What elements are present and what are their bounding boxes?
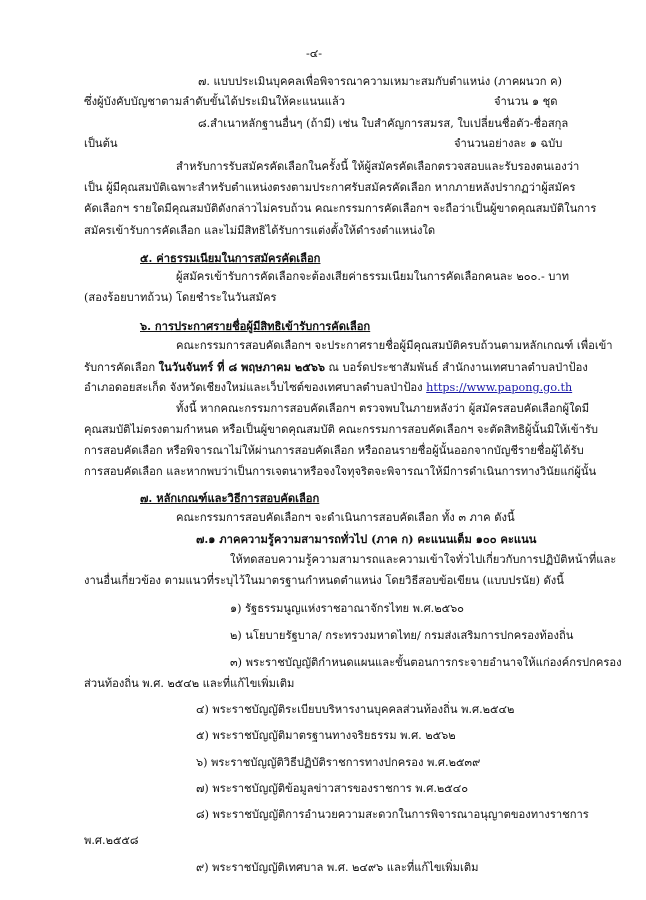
section6-line2-post: ณ บอร์ดประชาสัมพันธ์ สำนักงานเทศบาลตำบลป่าป้อง <box>324 361 588 374</box>
website-link[interactable]: https://www.papong.go.th <box>426 381 573 394</box>
list-item: ๑) รัฐธรรมนูญแห่งราชอาณาจักรไทย พ.ศ.๒๕๖๐ <box>230 602 465 615</box>
intro-para-line1: สำหรับการรับสมัครคัดเลือกในครั้งนี้ ให้ผู้สมัครคัดเลือกตรวจสอบและรับรองตนเองว่า <box>176 160 580 173</box>
item7-line1: ๗. แบบประเมินบุคคลเพื่อพิจารณาความเหมาะสมกับตำแหน่ง (ภาคผนวก ค) <box>198 75 562 88</box>
item7-line2-right: จำนวน ๑ ชุด <box>494 95 558 108</box>
section6-line2-pre: รับการคัดเลือก <box>84 361 159 374</box>
section6-line5: คุณสมบัติไม่ตรงตามกำหนด หรือเป็นผู้ขาดคุณสมบัติ คณะกรรมการสอบคัดเลือกฯ จะตัดสิทธิผู้นั้นมิให้เข้ารับ <box>84 423 598 436</box>
section6-line1: คณะกรรมการสอบคัดเลือกฯ จะประกาศรายชื่อผู้มีคุณสมบัติครบถ้วนตามหลักเกณฑ์ เพื่อเข้า <box>176 339 613 352</box>
list-item: ๒) นโยบายรัฐบาล/ กระทรวงมหาดไทย/ กรมส่งเสริมการปกครองท้องถิ่น <box>230 629 574 642</box>
section7-line3: งานอื่นเกี่ยวข้อง ตามแนวที่ระบุไว้ในมาตรฐานกำหนดตำแหน่ง โดยวิธีสอบข้อเขียน (แบบปรนัย) ดังนี้ <box>84 574 564 587</box>
list-item: ๓) พระราชบัญญัติกำหนดแผนและขั้นตอนการกระจายอำนาจให้แก่องค์กรปกครอง <box>230 656 622 669</box>
announcement-date: ในวันจันทร์ ที่ ๘ พฤษภาคม ๒๕๖๖ <box>158 360 325 374</box>
section5-line2: (สองร้อยบาทถ้วน) โดยชำระในวันสมัคร <box>84 291 277 304</box>
list-item: ๖) พระราชบัญญัติวิธีปฏิบัติราชการทางปกครอง พ.ศ.๒๕๓๙ <box>196 756 481 769</box>
list-item: ๕) พระราชบัญญัติมาตรฐานทางจริยธรรม พ.ศ. ๒๕๖๒ <box>196 729 456 742</box>
intro-para-line3: คัดเลือกฯ รายใดมีคุณสมบัติดังกล่าวไม่ครบถ้วน คณะกรรมการคัดเลือกฯ จะถือว่าเป็นผู้ขาดคุณสมบัติในการ <box>84 202 597 215</box>
section6-heading: ๖. การประกาศรายชื่อผู้มีสิทธิเข้ารับการคัดเลือก <box>140 319 371 333</box>
list-item: ๔) พระราชบัญญัติระเบียบบริหารงานบุคคลส่วนท้องถิ่น พ.ศ.๒๕๔๒ <box>196 703 515 716</box>
item8-line2-left: เป็นต้น <box>84 137 118 150</box>
section7-heading: ๗. หลักเกณฑ์และวิธีการสอบคัดเลือก <box>140 491 320 505</box>
intro-para-line4: สมัครเข้ารับการคัดเลือก และไม่มีสิทธิได้รับการแต่งตั้งให้ดำรงตำแหน่งใด <box>84 224 436 237</box>
section6-line4: ทั้งนี้ หากคณะกรรมการสอบคัดเลือกฯ ตรวจพบในภายหลังว่า ผู้สมัครสอบคัดเลือกผู้ใดมี <box>176 402 590 415</box>
page-number: -๔- <box>306 47 323 60</box>
section6-line3-pre: อำเภอดอยสะเก็ด จังหวัดเชียงใหม่และเว็บไซต์ของเทศบาลตำบลป่าป้อง <box>84 381 427 394</box>
section7-subheading: ๗.๑ ภาคความรู้ความสามารถทั่วไป (ภาค ก) คะแนนเต็ม ๑๐๐ คะแนน <box>196 532 537 546</box>
list-item: ๘) พระราชบัญญัติการอำนวยความสะดวกในการพิจารณาอนุญาตของทางราชการ <box>196 808 589 821</box>
intro-para-line2: เป็น ผู้มีคุณสมบัติเฉพาะสำหรับตำแหน่งตรงตามประกาศรับสมัครคัดเลือก หากภายหลังปรากฏว่าผู้สมัคร <box>84 181 576 194</box>
section6-line3 <box>84 381 572 395</box>
list-item: ๙) พระราชบัญญัติเทศบาล พ.ศ. ๒๔๙๖ และที่แก้ไขเพิ่มเติม <box>196 861 479 874</box>
list-item: พ.ศ.๒๕๕๘ <box>84 834 139 847</box>
section5-line1: ผู้สมัครเข้ารับการคัดเลือกจะต้องเสียค่าธรรมเนียมในการคัดเลือกคนละ ๒๐๐.- บาท <box>176 270 570 283</box>
item8-line1: ๘.สำเนาหลักฐานอื่นๆ (ถ้ามี) เช่น ใบสำคัญการสมรส, ใบเปลี่ยนชื่อตัว-ชื่อสกุล <box>198 117 569 130</box>
section6-line6: การสอบคัดเลือก หรือพิจารณาไม่ให้ผ่านการสอบคัดเลือก หรือถอนรายชื่อผู้นั้นออกจากบัญชีรายชื่อผู้ได้รับ <box>84 444 584 457</box>
section5-heading: ๕. ค่าธรรมเนียมในการสมัครคัดเลือก <box>140 251 321 265</box>
section7-line2: ให้ทดสอบความรู้ความสามารถและความเข้าใจทั่วไปเกี่ยวกับการปฏิบัติหน้าที่และ <box>230 553 617 566</box>
item7-line2-left: ซึ่งผู้บังคับบัญชาตามลำดับขั้นได้ประเมินให้คะแนนแล้ว <box>84 95 346 108</box>
item8-line2-right: จำนวนอย่างละ ๑ ฉบับ <box>454 137 563 150</box>
section6-line2 <box>84 360 588 375</box>
list-item: ๗) พระราชบัญญัติข้อมูลข่าวสารของราชการ พ.ศ.๒๕๔๐ <box>196 782 469 795</box>
section7-line1: คณะกรรมการสอบคัดเลือกฯ จะดำเนินการสอบคัดเลือก ทั้ง ๓ ภาค ดังนี้ <box>176 511 515 524</box>
list-item: ส่วนท้องถิ่น พ.ศ. ๒๕๔๒ และที่แก้ไขเพิ่มเติม <box>84 677 295 690</box>
section6-line7: การสอบคัดเลือก และหากพบว่าเป็นการเจตนาหรือจงใจทุจริตจะพิจารณาให้มีการดำเนินการทางวินัยแก่ผู้นั้น <box>84 465 597 478</box>
